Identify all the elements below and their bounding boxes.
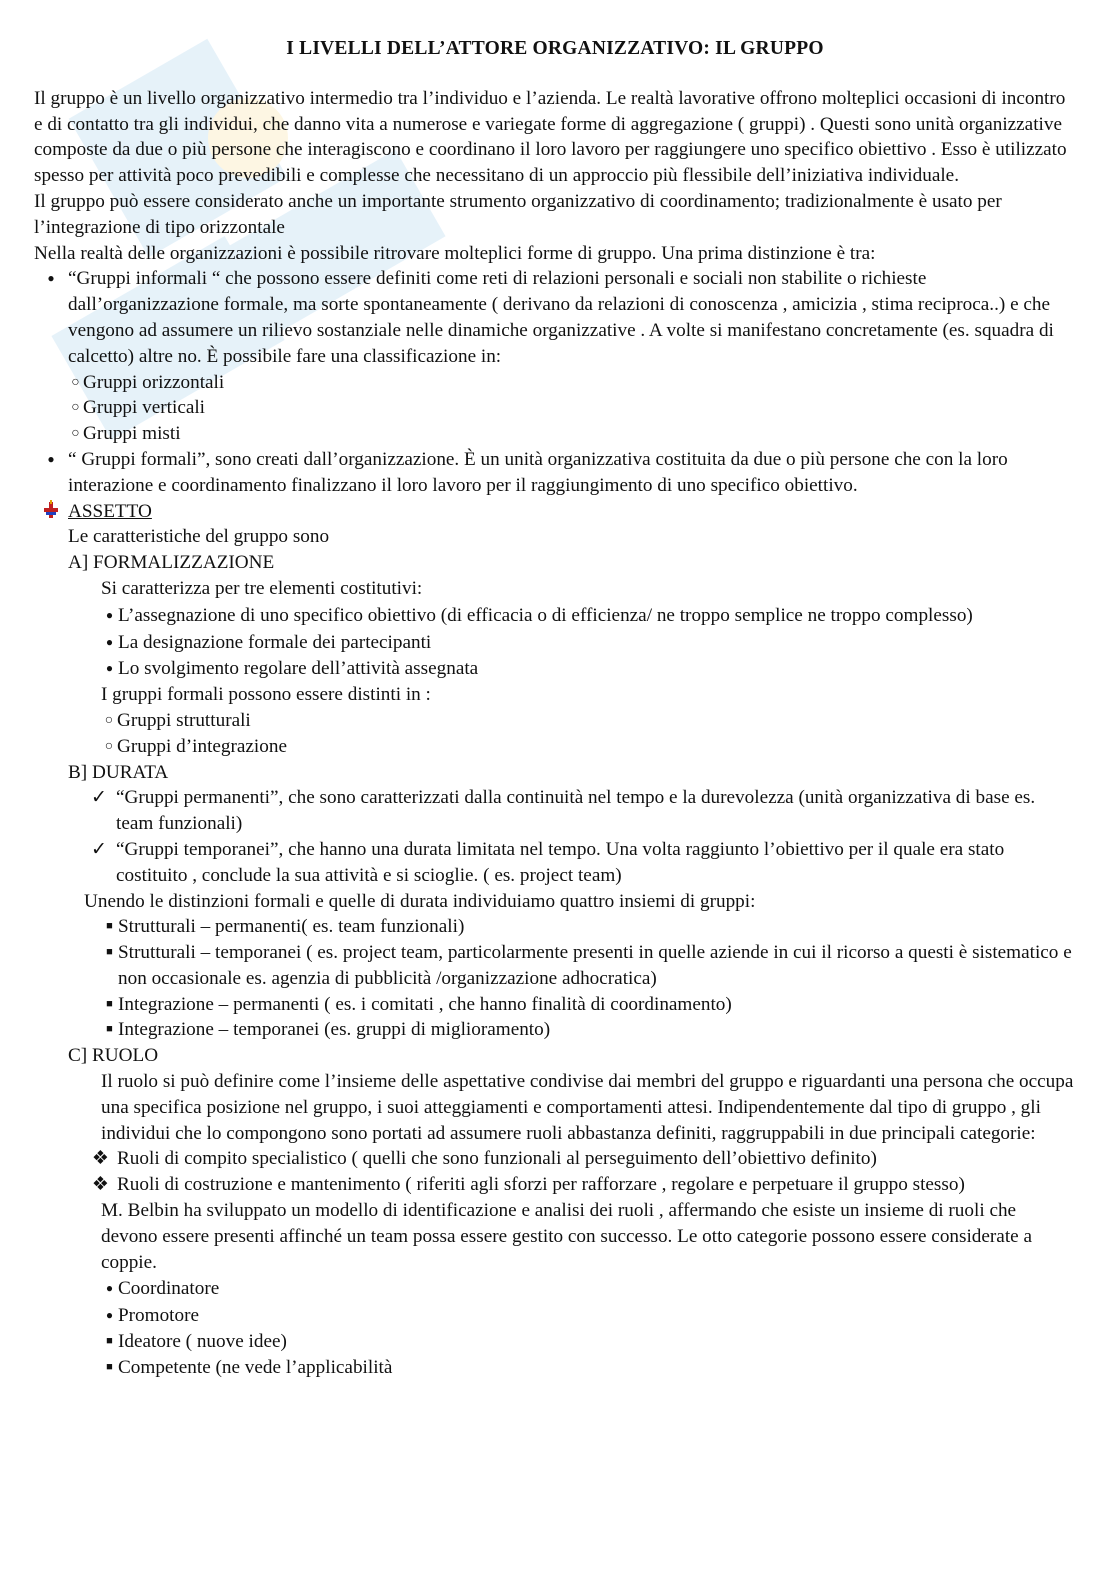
bullet-icon: ●: [47, 451, 55, 466]
list-item: ● Lo svolgimento regolare dell’attività assegnata: [101, 656, 1076, 682]
square-bullet-icon: ■: [106, 1335, 113, 1348]
square-bullet-icon: ■: [106, 1023, 113, 1036]
bullet-icon: ●: [47, 271, 55, 286]
intro-paragraph-1: Il gruppo è un livello organizzativo intermedio tra l’individuo e l’azienda. Le realtà lavorative offrono molteplici occasioni di incontro e di contatto tra gli individui, che danno vita a numerose e variegate forme di aggregazione ( gruppi) . Questi sono unità organizzative composte da due o più persone che interagiscono e coordinano il loro lavoro per raggiungere uno specifico obiettivo . Esso è utilizzato spesso per attività poco prevedibili e complesse che necessitano di un approccio più flessibile dell’iniziativa individuale.: [34, 87, 1067, 187]
list-item: ● Promotore: [101, 1303, 1076, 1329]
list-item: ❖ Ruoli di compito specialistico ( quelli che sono funzionali al perseguimento dell’obiettivo definito): [84, 1146, 1076, 1172]
assetto-lead: Le caratteristiche del gruppo sono: [68, 526, 330, 548]
circle-bullet-icon: ○: [71, 400, 80, 416]
page-title: I LIVELLI DELL’ATTORE ORGANIZZATIVO: IL GRUPPO: [286, 38, 824, 59]
checkmark-icon: ✓: [90, 787, 108, 809]
list-item-informali: [34, 266, 1076, 369]
section-b-lead: Unendo le distinzioni formali e quelle di durata individuiamo quattro insiemi di gruppi:: [84, 890, 756, 912]
circle-bullet-icon: ○: [71, 426, 80, 442]
diamond-bullet-icon: ❖: [91, 1148, 110, 1170]
list-item-formali: [34, 447, 1076, 499]
square-bullet-icon: ■: [106, 997, 113, 1010]
intro-paragraph-3: Nella realtà delle organizzazioni è possibile ritrovare molteplici forme di gruppo. Una prima distinzione è tra:: [34, 242, 876, 264]
list-item: ○ Gruppi verticali: [68, 395, 1076, 421]
section-a-heading: A] FORMALIZZAZIONE: [68, 552, 275, 574]
square-bullet-icon: ■: [106, 1360, 113, 1373]
diamond-bullet-icon: ❖: [91, 1174, 110, 1196]
circle-bullet-icon: ○: [104, 712, 114, 728]
list-item: ● L’assegnazione di uno specifico obiettivo (di efficacia o di efficienza/ ne troppo semplice ne troppo complesso): [101, 603, 1076, 629]
section-c-heading: C] RUOLO: [68, 1045, 159, 1067]
bullet-icon: ●: [105, 634, 114, 649]
list-item: ○ Gruppi d’integrazione: [101, 734, 1076, 760]
list-item: ✓ “Gruppi permanenti”, che sono caratterizzati dalla continuità nel tempo e la durevolezza (unità organizzativa di base es. team funzionali): [82, 785, 1076, 837]
list-item: ○ Gruppi misti: [68, 421, 1076, 447]
list-item: ■ Integrazione – permanenti ( es. i comitati , che hanno finalità di coordinamento): [101, 992, 1076, 1018]
list-item: ■ Strutturali – temporanei ( es. project team, particolarmente presenti in quelle aziende in cui il ricorso a questi è sistematico e non occasionale es. agenzia di pubblicità /organizzazione adhocratica): [101, 940, 1076, 992]
bullet-icon: ●: [105, 1281, 114, 1296]
list-item: ■ Integrazione – temporanei (es. gruppi di miglioramento): [101, 1017, 1076, 1043]
list-item: ■ Competente (ne vede l’applicabilità: [101, 1355, 1076, 1381]
list-item: ● La designazione formale dei partecipanti: [101, 630, 1076, 656]
square-bullet-icon: ■: [106, 946, 113, 959]
list-item: ✓ “Gruppi temporanei”, che hanno una durata limitata nel tempo. Una volta raggiunto l’obiettivo per il quale era stato costituito , conclude la sua attività e si scioglie. ( es. project team): [82, 837, 1076, 889]
bullet-icon: ●: [105, 661, 114, 676]
pushpin-icon: [34, 499, 68, 525]
bullet-icon: ●: [105, 1308, 114, 1323]
section-c-belbin: M. Belbin ha sviluppato un modello di identificazione e analisi dei ruoli , affermando che esiste un insieme di ruoli che devono essere presenti affinché un team possa essere gestito con successo. Le otto categorie possono essere considerate a coppie.: [101, 1200, 1032, 1273]
section-assetto-heading: ASSETTO: [34, 499, 1076, 525]
list-item: ❖ Ruoli di costruzione e mantenimento ( riferiti agli sforzi per rafforzare , regolare e perpetuare il gruppo stesso): [84, 1172, 1076, 1198]
intro-paragraph-2: Il gruppo può essere considerato anche un importante strumento organizzativo di coordinamento; tradizionalmente è usato per l’integrazione di tipo orizzontale: [34, 190, 1002, 238]
circle-bullet-icon: ○: [104, 738, 114, 754]
informali-text: “Gruppi informali “ che possono essere definiti come reti di relazioni personali e sociali non stabilite o richieste dall’organizzazione formale, ma sorte spontaneamente ( derivano da relazioni di conoscenza , amicizia , stima reciproca..) e che vengono ad assumere un rilievo sostanziale nelle dinamiche organizzative . A volte si manifestano concretamente (es. squadra di calcetto) altre no. È possibile fare una classificazione in:: [68, 268, 1054, 367]
bullet-icon: ●: [105, 607, 114, 622]
list-item: ○ Gruppi strutturali: [101, 708, 1076, 734]
checkmark-icon: ✓: [90, 838, 108, 860]
list-item: ■ Strutturali – permanenti( es. team funzionali): [101, 914, 1076, 940]
section-a-distinction: I gruppi formali possono essere distinti in :: [101, 684, 431, 706]
list-item: ■ Ideatore ( nuove idee): [101, 1329, 1076, 1355]
list-item: ○ Gruppi orizzontali: [68, 370, 1076, 396]
list-item: ● Coordinatore: [101, 1276, 1076, 1302]
section-c-text: Il ruolo si può definire come l’insieme delle aspettative condivise dai membri del gruppo e riguardanti una persona che occupa una specifica posizione nel gruppo, i suoi atteggiamenti e comportamenti attesi. Indipendentemente dal tipo di gruppo , gli individui che lo compongono sono portati ad assumere ruoli abbastanza definiti, raggruppabili in due principali categorie:: [101, 1071, 1074, 1144]
formali-text: “ Gruppi formali”, sono creati dall’organizzazione. È un unità organizzativa costituita da due o più persone che con la loro interazione e coordinamento finalizzano il loro lavoro per il raggiungimento di uno specifico obiettivo.: [68, 448, 1008, 496]
square-bullet-icon: ■: [106, 920, 113, 933]
circle-bullet-icon: ○: [71, 374, 80, 390]
section-a-lead: Si caratterizza per tre elementi costitutivi:: [101, 577, 423, 599]
section-b-heading: B] DURATA: [68, 761, 169, 783]
